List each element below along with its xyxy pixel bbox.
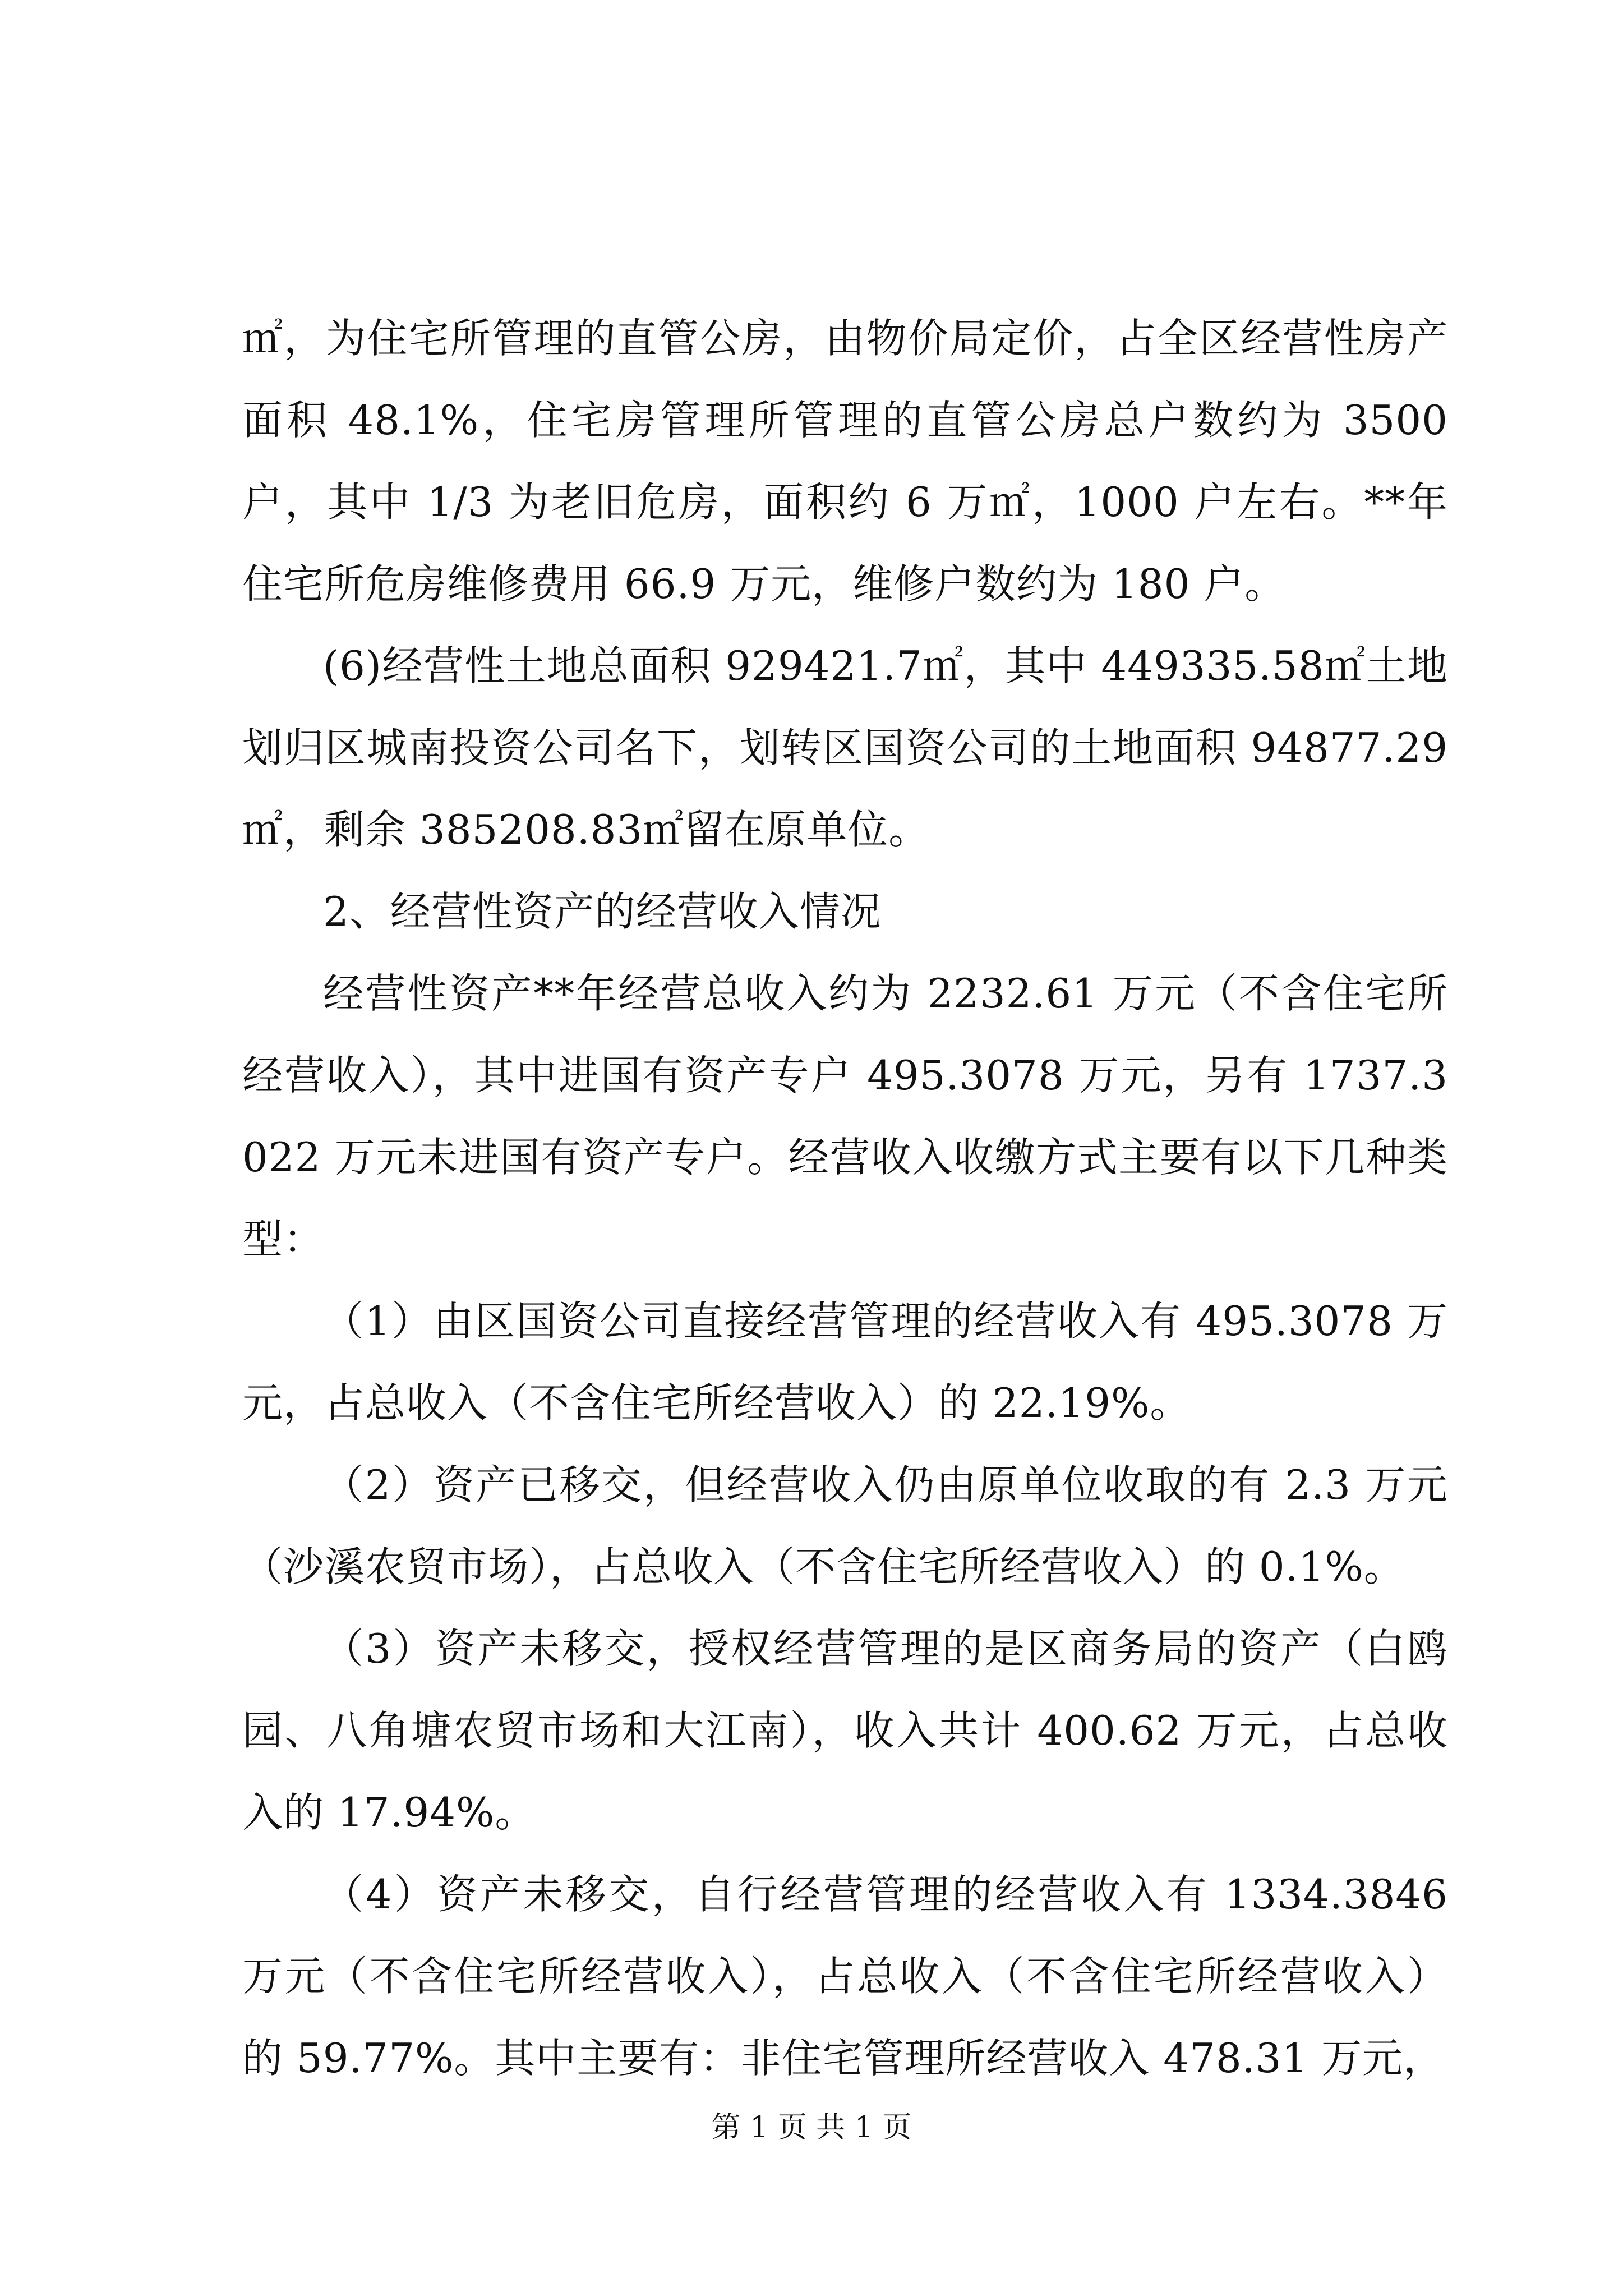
paragraph-5: （1）由区国资公司直接经营管理的经营收入有 495.3078 万元，占总收入（不含住宅所经营收入）的 22.19%。: [242, 1297, 1448, 1427]
paragraph-1: ㎡，为住宅所管理的直管公房，由物价局定价，占全区经营性房产面积 48.1%，住宅房管理所管理的直管公房总户数约为 3500 户，其中 1/3 为老旧危房，面积约 6 万㎡，1000 户左右。**年住宅所危房维修费用 66.9 万元，维修户数约为 180 户。: [242, 315, 1461, 608]
paragraph-8: （4）资产未移交，自行经营管理的经营收入有 1334.3846 万元（不含住宅所经营收入），占总收入（不含住宅所经营收入）的 59.77%。其中主要有：非住宅管理所经营收入 478.31 万元，: [242, 1871, 1461, 2082]
paragraph-3-section-heading: 2、经营性资产的经营收入情况: [323, 888, 882, 935]
paragraph-2: (6)经营性土地总面积 929421.7㎡，其中 449335.58㎡土地划归区城南投资公司名下，划转区国资公司的土地面积 94877.29㎡，剩余 385208.83㎡留在原单位。: [242, 642, 1448, 853]
paragraph-6: （2）资产已移交，但经营收入仍由原单位收取的有 2.3 万元（沙溪农贸市场），占总收入（不含住宅所经营收入）的 0.1%。: [242, 1461, 1448, 1590]
document-body: [242, 297, 1461, 2099]
page-footer: 第 1 页 共 1 页: [711, 2111, 912, 2145]
paragraph-4: 经营性资产**年经营总收入约为 2232.61 万元（不含住宅所经营收入），其中进国有资产专户 495.3078 万元，另有 1737.3022 万元未进国有资产专户。经营收入收缴方式主要有以下几种类型：: [242, 970, 1448, 1263]
paragraph-7: （3）资产未移交，授权经营管理的是区商务局的资产（白鸥园、八角塘农贸市场和大江南），收入共计 400.62 万元，占总收入的 17.94%。: [242, 1625, 1448, 1836]
